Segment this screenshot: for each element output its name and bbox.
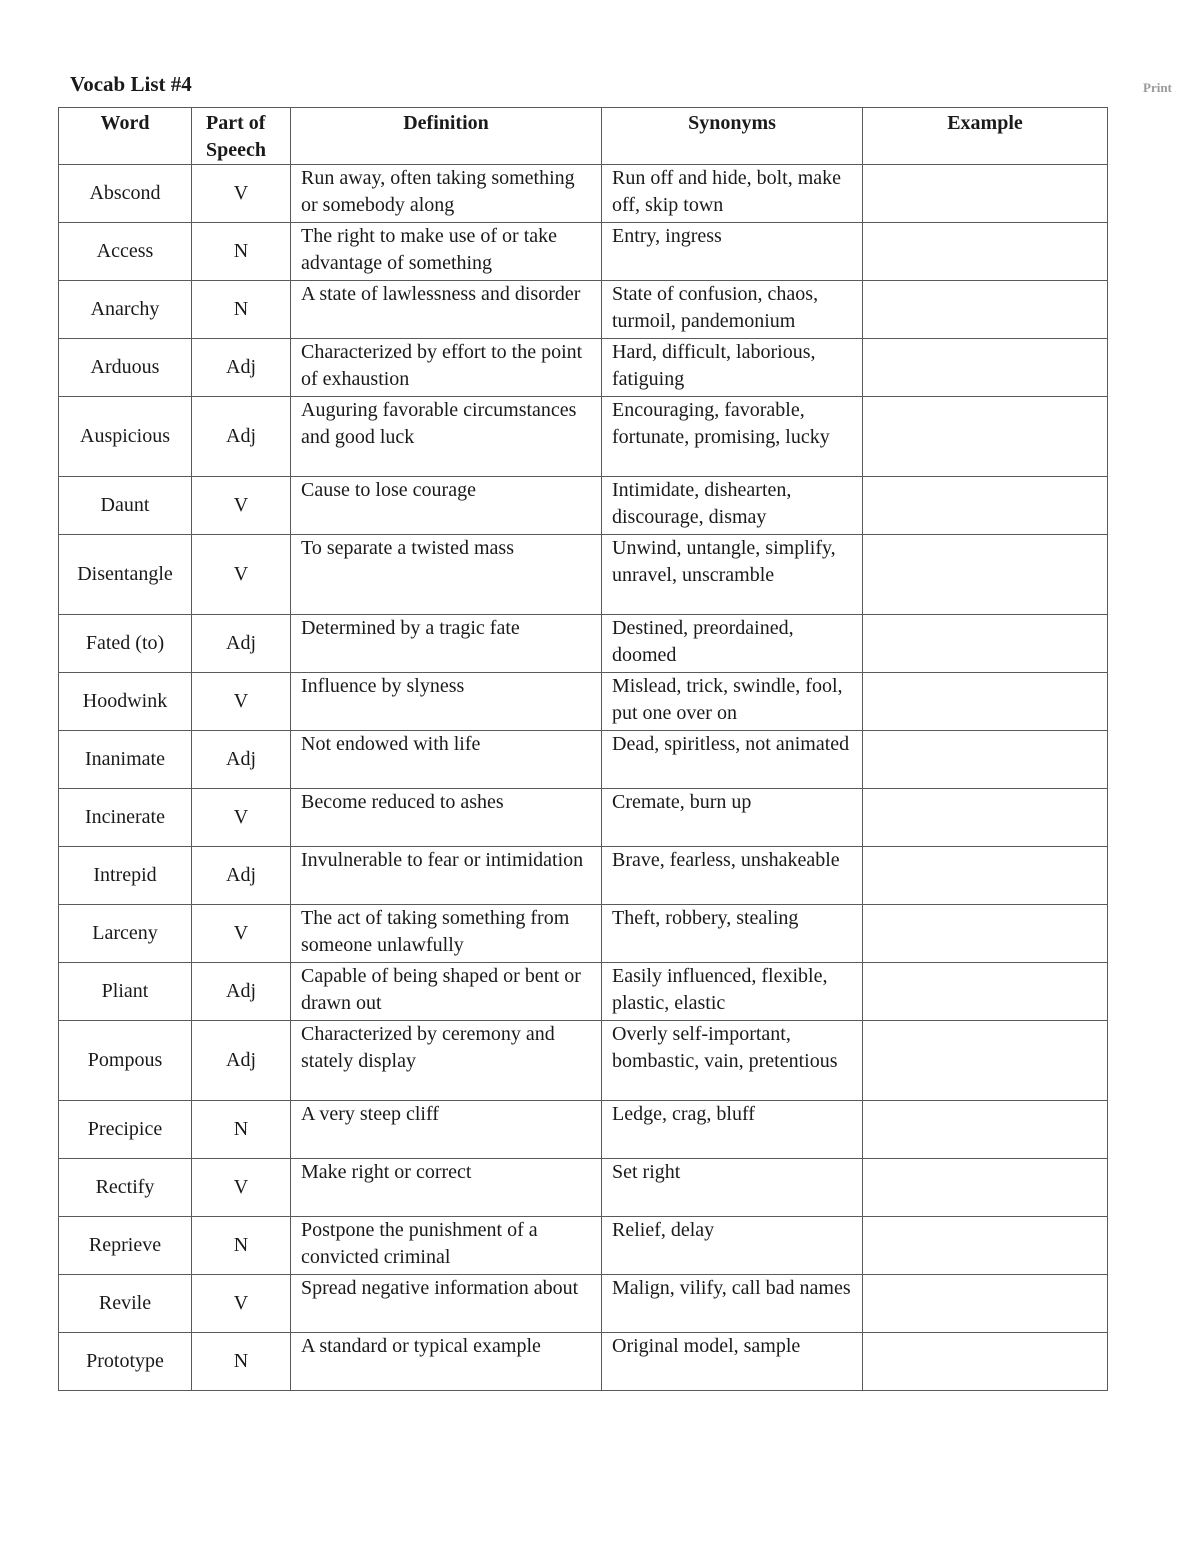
word-cell: Precipice	[59, 1101, 192, 1159]
definition-cell: Invulnerable to fear or intimidation	[291, 847, 602, 905]
example-cell	[863, 789, 1108, 847]
definition-cell: Postpone the punishment of a convicted criminal	[291, 1217, 602, 1275]
synonyms-cell: Original model, sample	[602, 1333, 863, 1391]
part-of-speech-cell: N	[192, 1101, 291, 1159]
word-cell: Incinerate	[59, 789, 192, 847]
definition-cell: Become reduced to ashes	[291, 789, 602, 847]
table-row	[59, 397, 1108, 477]
synonyms-cell: Unwind, untangle, simplify, unravel, unscramble	[602, 535, 863, 615]
part-of-speech-cell: V	[192, 1275, 291, 1333]
example-cell	[863, 1101, 1108, 1159]
synonyms-cell: Hard, difficult, laborious, fatiguing	[602, 339, 863, 397]
word-cell: Intrepid	[59, 847, 192, 905]
example-cell	[863, 731, 1108, 789]
part-of-speech-cell: Adj	[192, 397, 291, 477]
table-row	[59, 223, 1108, 281]
example-cell	[863, 1275, 1108, 1333]
word-cell: Hoodwink	[59, 673, 192, 731]
example-cell	[863, 397, 1108, 477]
header-synonyms: Synonyms	[602, 108, 863, 165]
part-of-speech-cell: V	[192, 1159, 291, 1217]
word-cell: Access	[59, 223, 192, 281]
word-cell: Inanimate	[59, 731, 192, 789]
table-row	[59, 731, 1108, 789]
definition-cell: Capable of being shaped or bent or drawn out	[291, 963, 602, 1021]
definition-cell: Make right or correct	[291, 1159, 602, 1217]
example-cell	[863, 615, 1108, 673]
part-of-speech-cell: N	[192, 1333, 291, 1391]
table-row	[59, 535, 1108, 615]
word-cell: Arduous	[59, 339, 192, 397]
word-cell: Auspicious	[59, 397, 192, 477]
definition-cell: The right to make use of or take advantage of something	[291, 223, 602, 281]
table-row	[59, 339, 1108, 397]
example-cell	[863, 223, 1108, 281]
example-cell	[863, 963, 1108, 1021]
example-cell	[863, 339, 1108, 397]
header-part-of-speech	[192, 108, 291, 165]
synonyms-cell: Overly self-important, bombastic, vain, pretentious	[602, 1021, 863, 1101]
example-cell	[863, 535, 1108, 615]
synonyms-cell: State of confusion, chaos, turmoil, pandemonium	[602, 281, 863, 339]
table-row	[59, 477, 1108, 535]
vocab-table	[58, 107, 1108, 1391]
example-cell	[863, 1217, 1108, 1275]
part-of-speech-cell: V	[192, 789, 291, 847]
example-cell	[863, 477, 1108, 535]
synonyms-cell: Destined, preordained, doomed	[602, 615, 863, 673]
definition-cell: Characterized by effort to the point of exhaustion	[291, 339, 602, 397]
synonyms-cell: Relief, delay	[602, 1217, 863, 1275]
part-of-speech-cell: Adj	[192, 847, 291, 905]
definition-cell: Run away, often taking something or somebody along	[291, 165, 602, 223]
word-cell: Revile	[59, 1275, 192, 1333]
definition-cell: Characterized by ceremony and stately display	[291, 1021, 602, 1101]
synonyms-cell: Easily influenced, flexible, plastic, elastic	[602, 963, 863, 1021]
part-of-speech-cell: V	[192, 535, 291, 615]
definition-cell: Auguring favorable circumstances and good luck	[291, 397, 602, 477]
synonyms-cell: Entry, ingress	[602, 223, 863, 281]
table-row	[59, 789, 1108, 847]
definition-cell: Determined by a tragic fate	[291, 615, 602, 673]
table-row	[59, 615, 1108, 673]
word-cell: Daunt	[59, 477, 192, 535]
definition-cell: The act of taking something from someone unlawfully	[291, 905, 602, 963]
example-cell	[863, 1021, 1108, 1101]
part-of-speech-cell: V	[192, 477, 291, 535]
word-cell: Pliant	[59, 963, 192, 1021]
part-of-speech-cell: Adj	[192, 1021, 291, 1101]
header-definition: Definition	[291, 108, 602, 165]
part-of-speech-cell: V	[192, 673, 291, 731]
example-cell	[863, 165, 1108, 223]
table-row	[59, 1021, 1108, 1101]
part-of-speech-cell: Adj	[192, 963, 291, 1021]
definition-cell: Spread negative information about	[291, 1275, 602, 1333]
part-of-speech-cell: Adj	[192, 615, 291, 673]
example-cell	[863, 673, 1108, 731]
header-pos-line2: Speech	[206, 139, 266, 161]
table-row	[59, 673, 1108, 731]
definition-cell: Cause to lose courage	[291, 477, 602, 535]
synonyms-cell: Theft, robbery, stealing	[602, 905, 863, 963]
definition-cell: To separate a twisted mass	[291, 535, 602, 615]
table-row	[59, 165, 1108, 223]
definition-cell: A state of lawlessness and disorder	[291, 281, 602, 339]
definition-cell: Not endowed with life	[291, 731, 602, 789]
example-cell	[863, 1159, 1108, 1217]
print-button[interactable]: Print	[1143, 80, 1172, 95]
part-of-speech-cell: V	[192, 905, 291, 963]
part-of-speech-cell: V	[192, 165, 291, 223]
table-row	[59, 281, 1108, 339]
table-row	[59, 1159, 1108, 1217]
synonyms-cell: Set right	[602, 1159, 863, 1217]
synonyms-cell: Ledge, crag, bluff	[602, 1101, 863, 1159]
definition-cell: Influence by slyness	[291, 673, 602, 731]
part-of-speech-cell: N	[192, 223, 291, 281]
synonyms-cell: Encouraging, favorable, fortunate, promising, lucky	[602, 397, 863, 477]
synonyms-cell: Brave, fearless, unshakeable	[602, 847, 863, 905]
header-pos-line1: Part of	[206, 112, 266, 134]
page-title: Vocab List #4	[70, 72, 192, 96]
header-word: Word	[59, 108, 192, 165]
part-of-speech-cell: N	[192, 281, 291, 339]
part-of-speech-cell: Adj	[192, 731, 291, 789]
synonyms-cell: Malign, vilify, call bad names	[602, 1275, 863, 1333]
word-cell: Larceny	[59, 905, 192, 963]
synonyms-cell: Cremate, burn up	[602, 789, 863, 847]
synonyms-cell: Run off and hide, bolt, make off, skip town	[602, 165, 863, 223]
definition-cell: A standard or typical example	[291, 1333, 602, 1391]
table-row	[59, 905, 1108, 963]
part-of-speech-cell: N	[192, 1217, 291, 1275]
word-cell: Anarchy	[59, 281, 192, 339]
word-cell: Rectify	[59, 1159, 192, 1217]
example-cell	[863, 1333, 1108, 1391]
part-of-speech-cell: Adj	[192, 339, 291, 397]
synonyms-cell: Dead, spiritless, not animated	[602, 731, 863, 789]
table-row	[59, 847, 1108, 905]
synonyms-cell: Intimidate, dishearten, discourage, dismay	[602, 477, 863, 535]
table-row	[59, 1275, 1108, 1333]
header-example: Example	[863, 108, 1108, 165]
word-cell: Abscond	[59, 165, 192, 223]
definition-cell: A very steep cliff	[291, 1101, 602, 1159]
table-row	[59, 963, 1108, 1021]
table-header-row	[59, 108, 1108, 165]
example-cell	[863, 847, 1108, 905]
synonyms-cell: Mislead, trick, swindle, fool, put one over on	[602, 673, 863, 731]
word-cell: Fated (to)	[59, 615, 192, 673]
word-cell: Prototype	[59, 1333, 192, 1391]
example-cell	[863, 905, 1108, 963]
word-cell: Disentangle	[59, 535, 192, 615]
word-cell: Pompous	[59, 1021, 192, 1101]
table-row	[59, 1217, 1108, 1275]
word-cell: Reprieve	[59, 1217, 192, 1275]
example-cell	[863, 281, 1108, 339]
table-row	[59, 1333, 1108, 1391]
table-row	[59, 1101, 1108, 1159]
